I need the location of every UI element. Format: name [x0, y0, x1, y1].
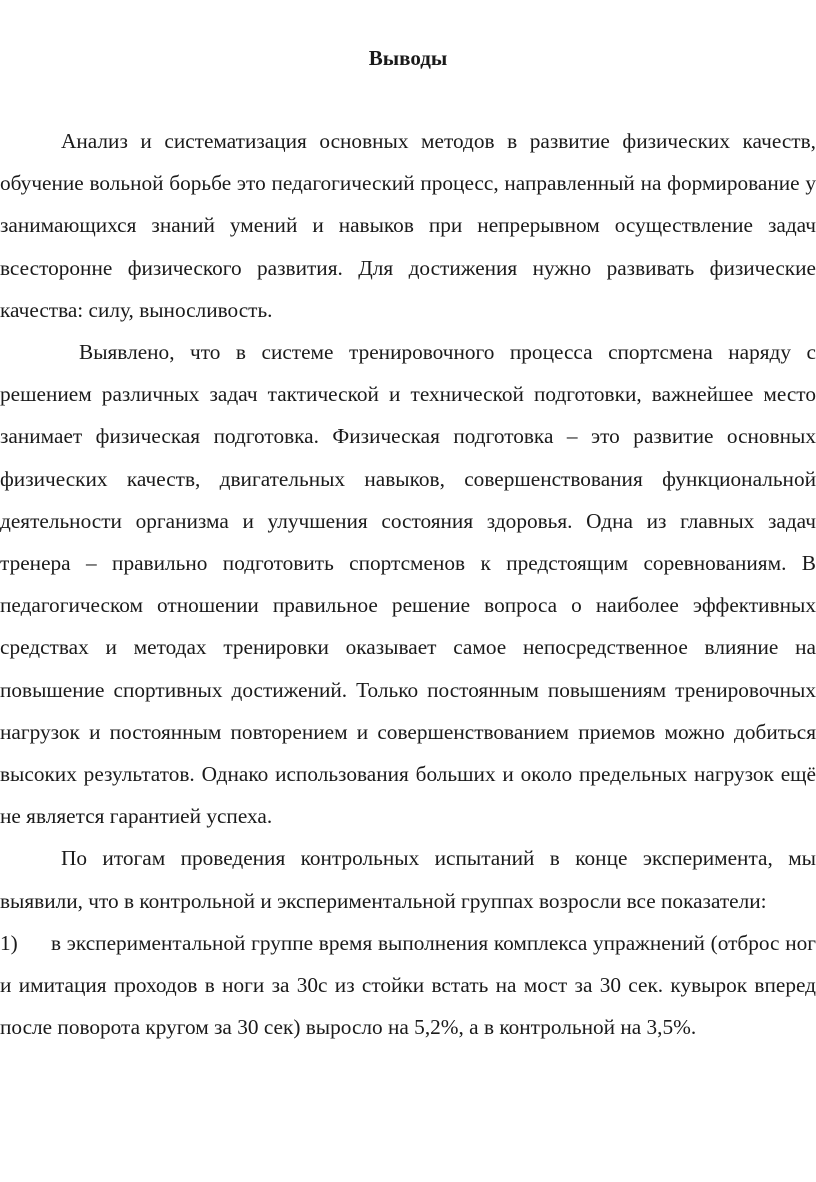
page-title: Выводы	[368, 46, 448, 70]
paragraph-findings: Выявлено, что в системе тренировочного процесса спортсмена наряду с решением различных задач тактической и технической подготовки, важнейшее место занимает физическая подготовка. Физическая подготовка – это развитие основных физических качеств, двигательных навыков, совершенствования функциональной деятельности организма и улучшения состояния здоровья. Одна из главных задач тренера – правильно подготовить спортсменов к предстоящим соревнованиям. В педагогическом отношении правильное решение вопроса о наиболее эффективных средствах и методах тренировки оказывает самое непосредственное влияние на повышение спортивных достижений. Только постоянным повышениям тренировочных нагрузок и постоянным повторением и совершенствованием приемов можно добиться высоких результатов. Однако использования больших и около предельных нагрузок ещё не является гарантией успеха.	[0, 340, 816, 829]
list-text: в экспериментальной группе время выполнения комплекса упражнений (отброс ног и имитация проходов в ноги за 30с из стойки встать на мост за 30 сек. кувырок вперед после поворота кругом за 30 сек) выросло на 5,2%, а в контрольной на 3,5%.	[0, 930, 816, 1040]
list-item	[0, 922, 816, 1049]
list-number: 1)	[0, 930, 18, 955]
document-body	[0, 120, 816, 1048]
paragraph-analysis: Анализ и систематизация основных методов в развитие физических качеств, обучение вольной борьбе это педагогический процесс, направленный на формирование у занимающихся знаний умений и навыков при непрерывном осуществление задач всесторонне физического развития. Для достижения нужно развивать физические качества: силу, выносливость.	[0, 129, 816, 322]
paragraph-results: По итогам проведения контрольных испытаний в конце эксперимента, мы выявили, что в контрольной и экспериментальной группах возросли все показатели:	[0, 846, 816, 913]
